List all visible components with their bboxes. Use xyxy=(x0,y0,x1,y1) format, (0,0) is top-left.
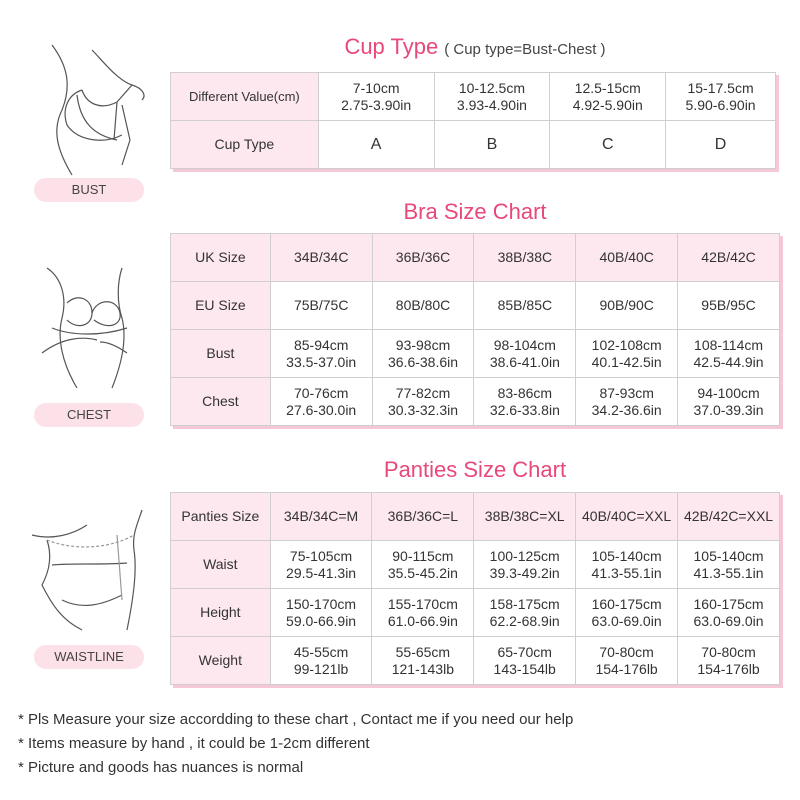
cup-type-cell: D xyxy=(666,121,776,169)
uk-size-cell: 38B/38C xyxy=(474,234,576,282)
bust-label: Bust xyxy=(171,330,271,378)
weight-cell: 65-70cm 143-154lb xyxy=(474,637,576,685)
cup-type-cell: A xyxy=(318,121,434,169)
panties-size-label: Panties Size xyxy=(171,493,271,541)
table-row xyxy=(171,234,780,282)
bust-cell: 93-98cm 36.6-38.6in xyxy=(372,330,474,378)
uk-size-cell: 36B/36C xyxy=(372,234,474,282)
chest-cell: 70-76cm 27.6-30.0in xyxy=(270,378,372,426)
cup-type-heading: Cup Type xyxy=(344,34,439,59)
cup-cell: 12.5-15cm 4.92-5.90in xyxy=(550,73,666,121)
chest-cell: 77-82cm 30.3-32.3in xyxy=(372,378,474,426)
bust-cell: 102-108cm 40.1-42.5in xyxy=(576,330,678,378)
table-row xyxy=(171,637,780,685)
panties-size-cell: 40B/40C=XXL xyxy=(576,493,678,541)
note-line: * Items measure by hand , it could be 1-2cm different xyxy=(18,735,370,752)
chest-label: Chest xyxy=(171,378,271,426)
waist-label: Waist xyxy=(171,541,271,589)
eu-size-cell: 80B/80C xyxy=(372,282,474,330)
cup-type-subtitle: ( Cup type=Bust-Chest ) xyxy=(444,41,606,58)
waist-cell: 100-125cm 39.3-49.2in xyxy=(474,541,576,589)
uk-size-label: UK Size xyxy=(171,234,271,282)
chest-badge: CHEST xyxy=(34,403,144,427)
cup-type-label: Cup Type xyxy=(171,121,319,169)
waist-cell: 105-140cm 41.3-55.1in xyxy=(678,541,780,589)
note-line: * Picture and goods has nuances is normal xyxy=(18,759,304,776)
chest-illustration xyxy=(22,258,152,398)
eu-size-cell: 95B/95C xyxy=(678,282,780,330)
panties-size-title: Panties Size Chart xyxy=(383,457,567,482)
weight-label: Weight xyxy=(171,637,271,685)
note-line: * Pls Measure your size accordding to these chart , Contact me if you need our help xyxy=(18,711,574,728)
uk-size-cell: 42B/42C xyxy=(678,234,780,282)
chest-cell: 94-100cm 37.0-39.3in xyxy=(678,378,780,426)
height-cell: 150-170cm 59.0-66.9in xyxy=(270,589,372,637)
height-cell: 160-175cm 63.0-69.0in xyxy=(576,589,678,637)
cup-type-table xyxy=(170,72,776,169)
chest-cell: 83-86cm 32.6-33.8in xyxy=(474,378,576,426)
bra-size-table xyxy=(170,233,780,426)
uk-size-cell: 34B/34C xyxy=(270,234,372,282)
weight-cell: 70-80cm 154-176lb xyxy=(678,637,780,685)
waist-cell: 105-140cm 41.3-55.1in xyxy=(576,541,678,589)
bust-cell: 108-114cm 42.5-44.9in xyxy=(678,330,780,378)
weight-cell: 45-55cm 99-121lb xyxy=(270,637,372,685)
weight-cell: 55-65cm 121-143lb xyxy=(372,637,474,685)
notes xyxy=(18,708,573,780)
chest-cell: 87-93cm 34.2-36.6in xyxy=(576,378,678,426)
height-cell: 155-170cm 61.0-66.9in xyxy=(372,589,474,637)
height-cell: 160-175cm 63.0-69.0in xyxy=(678,589,780,637)
panties-size-table xyxy=(170,492,780,685)
bust-illustration xyxy=(22,40,152,180)
uk-size-cell: 40B/40C xyxy=(576,234,678,282)
height-cell: 158-175cm 62.2-68.9in xyxy=(474,589,576,637)
table-row xyxy=(171,493,780,541)
eu-size-cell: 75B/75C xyxy=(270,282,372,330)
panties-size-cell: 34B/34C=M xyxy=(270,493,372,541)
waistline-illustration xyxy=(22,505,152,635)
bust-cell: 85-94cm 33.5-37.0in xyxy=(270,330,372,378)
table-row xyxy=(171,330,780,378)
waist-cell: 75-105cm 29.5-41.3in xyxy=(270,541,372,589)
table-row xyxy=(171,589,780,637)
waist-cell: 90-115cm 35.5-45.2in xyxy=(372,541,474,589)
table-row xyxy=(171,282,780,330)
panties-size-cell: 36B/36C=L xyxy=(372,493,474,541)
table-row xyxy=(171,378,780,426)
bust-badge: BUST xyxy=(34,178,144,202)
waistline-badge: WAISTLINE xyxy=(34,645,144,669)
eu-size-cell: 90B/90C xyxy=(576,282,678,330)
cup-type-cell: C xyxy=(550,121,666,169)
table-row xyxy=(171,541,780,589)
cup-cell: 15-17.5cm 5.90-6.90in xyxy=(666,73,776,121)
weight-cell: 70-80cm 154-176lb xyxy=(576,637,678,685)
bra-size-title: Bra Size Chart xyxy=(403,199,547,224)
cup-type-cell: B xyxy=(434,121,550,169)
cup-type-title xyxy=(170,34,780,60)
height-label: Height xyxy=(171,589,271,637)
eu-size-cell: 85B/85C xyxy=(474,282,576,330)
table-row xyxy=(171,73,776,121)
panties-size-cell: 42B/42C=XXL xyxy=(678,493,780,541)
cup-cell: 7-10cm 2.75-3.90in xyxy=(318,73,434,121)
eu-size-label: EU Size xyxy=(171,282,271,330)
panties-size-cell: 38B/38C=XL xyxy=(474,493,576,541)
cup-cell: 10-12.5cm 3.93-4.90in xyxy=(434,73,550,121)
table-row xyxy=(171,121,776,169)
bust-cell: 98-104cm 38.6-41.0in xyxy=(474,330,576,378)
diff-value-label: Different Value(cm) xyxy=(171,73,319,121)
